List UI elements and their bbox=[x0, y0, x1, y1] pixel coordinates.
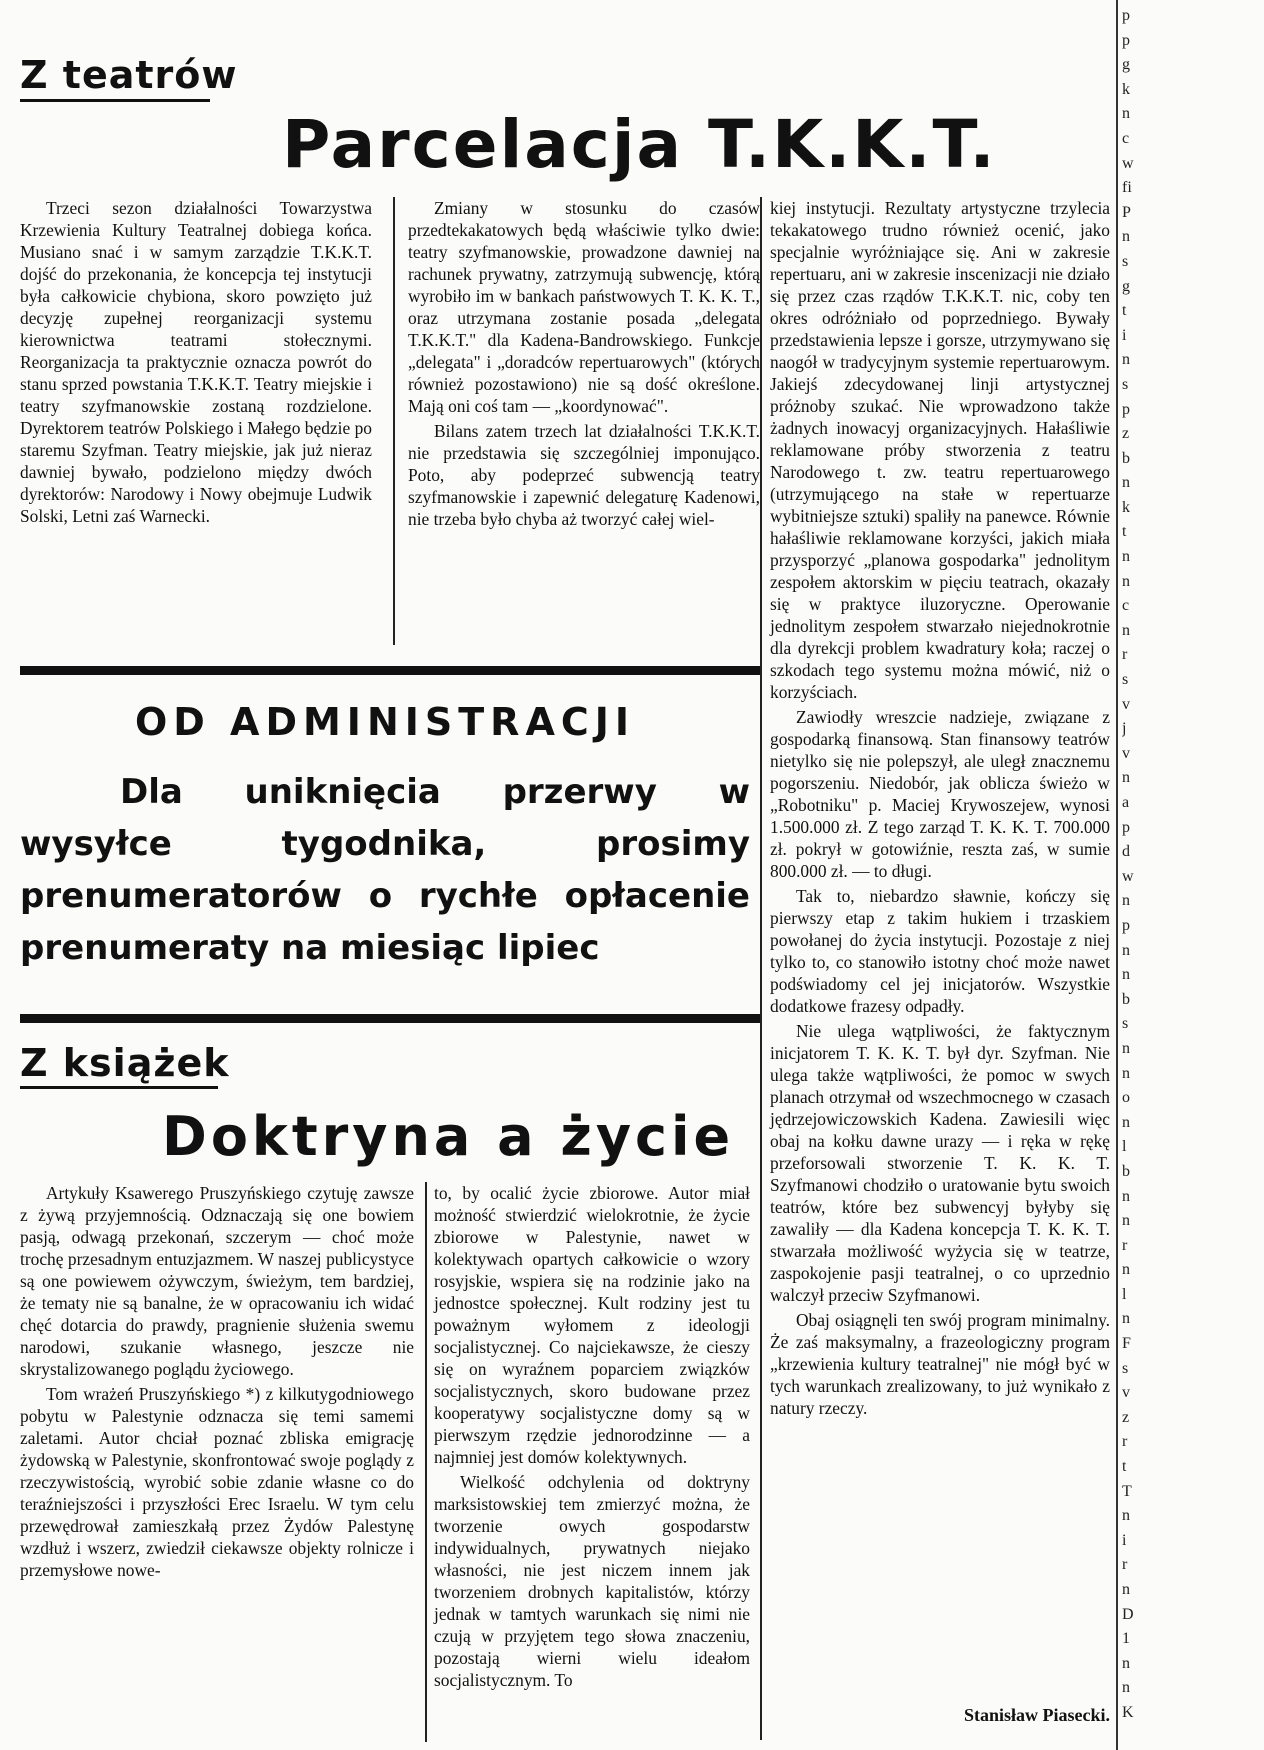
edge-letter: T bbox=[1122, 1482, 1132, 1500]
column-divider bbox=[393, 197, 395, 645]
edge-letter: n bbox=[1122, 572, 1130, 590]
column-divider bbox=[760, 197, 762, 1740]
edge-letter: t bbox=[1122, 302, 1127, 320]
paragraph: Trzeci sezon działalności Towarzystwa Krzewienia Kultury Teatralnej dobiega końca. Musiano snać i w samym zarządzie T.K.K.T. dojść do przekonania, że koncepcja tej instytucji była całkowicie chybiona, skoro powzięto już decyzję zupełnej reorganizacji systemu kierownictwa teatrami stołecznymi. Reorganizacja ta praktycznie oznacza powrót do stanu sprzed powstania T.K.K.T. Teatry miejskie i teatry szyfmanowskie zostaną rozdzielone. Dyrektorem teatrów Polskiego i Małego będzie po staremu Szyfman. Teatry miejskie, jak już nieraz dawniej bywało, podzielono między dwóch dyrektorów: Narodowy i Nowy obejmuje Ludwik Solski, Letni zaś Warnecki. bbox=[20, 198, 372, 526]
page-edge-rule bbox=[1116, 0, 1118, 1750]
article-column-2 bbox=[434, 1182, 750, 1691]
edge-letter: v bbox=[1122, 1384, 1130, 1402]
edge-letter: n bbox=[1122, 1679, 1130, 1697]
paragraph: Obaj osiągnęli ten swój program minimalny. Że zaś maksymalny, a frazeologiczny program „krzewienia kultury teatralnej" nie mógł być w tych warunkach zrealizowany, to już wynikało z natury rzeczy. bbox=[770, 1310, 1110, 1418]
notice-body: Dla uniknięcia przerwy w wysyłce tygodnika, prosimy prenumeratorów o rychłe opłacenie prenumeraty na miesiąc lipiec bbox=[20, 772, 750, 968]
edge-letter: r bbox=[1122, 646, 1128, 664]
edge-letter: c bbox=[1122, 129, 1130, 147]
edge-letter: fi bbox=[1122, 179, 1132, 197]
edge-letter: a bbox=[1122, 794, 1130, 811]
edge-letter: n bbox=[1122, 1039, 1130, 1057]
edge-letter: n bbox=[1122, 1212, 1130, 1230]
edge-letter: r bbox=[1122, 1236, 1128, 1254]
edge-letter: d bbox=[1122, 843, 1130, 861]
edge-letter: n bbox=[1122, 548, 1130, 566]
edge-letter: n bbox=[1122, 474, 1130, 492]
edge-letter: k bbox=[1122, 498, 1130, 516]
section-underline bbox=[20, 1086, 218, 1089]
edge-letter: s bbox=[1122, 1015, 1129, 1033]
edge-letter: i bbox=[1122, 326, 1127, 344]
edge-letter: z bbox=[1122, 425, 1130, 443]
edge-letter: n bbox=[1122, 1507, 1130, 1525]
paragraph: Zmiany w stosunku do czasów przedtekakatowych będą właściwie tylko dwie: teatry szyfmanowskie, prowadzone dawniej na rachunek prywatny, zatrzymują subwencję, którą wyrobiło im w bankach państwowych T. K. K. T., oraz utrzymana zostanie posada „delegata T.K.K.T." dla Kadena-Bandrowskiego. Funkcje „delegata" i „doradców repertuarowych" (których również pozostawiono) nie są dość określone. Mają oni coś tam — „koordynować". bbox=[408, 198, 760, 416]
heavy-rule bbox=[20, 666, 760, 675]
edge-letter: n bbox=[1122, 1064, 1130, 1082]
adjacent-page-fragment bbox=[1122, 4, 1142, 1744]
edge-letter: n bbox=[1122, 1581, 1130, 1598]
section-heading: Z teatrów bbox=[20, 53, 238, 97]
edge-letter: t bbox=[1122, 523, 1127, 541]
paragraph: Zawiodły wreszcie nadzieje, związane z gospodarką finansową. Stan finansowy teatrów nietylko się nie polepszył, ale uległ znacznemu pogorszeniu. Niedobór, jak oblicza świeżo w „Robotniku" p. Maciej Krywoszejew, wynosi 1.500.000 zł. Z tego zarząd T. K. K. T. 700.000 zł. pokrył w gotowiźnie, reszta zaś, w sumie 800.000 zł. — to długi. bbox=[770, 707, 1110, 881]
edge-letter: p bbox=[1122, 400, 1130, 418]
edge-letter: o bbox=[1122, 1089, 1130, 1107]
edge-letter: D bbox=[1122, 1605, 1134, 1623]
edge-letter: b bbox=[1122, 1162, 1130, 1180]
edge-letter: p bbox=[1122, 7, 1130, 24]
edge-letter: n bbox=[1122, 1310, 1130, 1328]
edge-letter: c bbox=[1122, 597, 1130, 615]
edge-letter: p bbox=[1122, 818, 1130, 836]
edge-letter: n bbox=[1122, 228, 1130, 246]
admin-notice bbox=[20, 700, 750, 974]
edge-letter: t bbox=[1122, 1458, 1127, 1476]
edge-letter: n bbox=[1122, 1113, 1130, 1131]
edge-letter: n bbox=[1122, 769, 1130, 787]
edge-letter: z bbox=[1122, 1408, 1130, 1426]
edge-letter: n bbox=[1122, 892, 1130, 910]
edge-letter: n bbox=[1122, 105, 1130, 123]
edge-letter: s bbox=[1122, 252, 1129, 270]
edge-letter: w bbox=[1122, 867, 1134, 885]
edge-letter: l bbox=[1122, 1138, 1127, 1156]
paragraph: Nie ulega wątpliwości, że faktycznym inicjatorem T. K. K. T. był dyr. Szyfman. Nie ulega także wątpliwości, że pomoc w swych planach otrzymał od wszechmocnego w czasach jędrzejowiczowskich Kadena. Zawiesili więc obaj na kołku dawne urazy — i ręka w rękę przeforsowali stworzenie T. K. K. T. Szyfmanowi chodziło o uratowanie bytu swoich teatrów, które bez subwencyj byłyby się zawaliły — dla Kadena koncepcja T. K. K. T. stwarzała możliwość wyżycia się w teatrze, zaspokojenie pasji teatralnej, o co uprzednio walczył przeciw Szyfmanowi. bbox=[770, 1021, 1110, 1305]
edge-letter: b bbox=[1122, 990, 1130, 1008]
edge-letter: r bbox=[1122, 1556, 1128, 1574]
edge-letter: s bbox=[1122, 375, 1129, 393]
edge-letter: j bbox=[1122, 720, 1127, 738]
edge-letter: g bbox=[1122, 277, 1130, 295]
edge-letter: n bbox=[1122, 621, 1130, 639]
edge-letter: v bbox=[1122, 744, 1130, 762]
edge-letter: p bbox=[1122, 31, 1130, 49]
edge-letter: k bbox=[1122, 80, 1130, 98]
edge-letter: 1 bbox=[1122, 1630, 1130, 1648]
edge-letter: n bbox=[1122, 1187, 1130, 1205]
section-heading: Z książek bbox=[20, 1041, 230, 1085]
paragraph: Artykuły Ksawerego Pruszyńskiego czytuję zawsze z żywą przyjemnością. Odznaczają się one bowiem pasją, odwagą przekonań, szczerym — choć może trochę przesadnym entuzjazmem. W naszej publicystyce są one powiewem ożywczym, świeżym, tem bardziej, że tematy nie są banalne, że w opracowaniu ich widać chęć dotarcia do prawdy, pragnienie służenia swemu narodowi, szukanie własnego, jeszcze nie skrystalizowanego poglądu życiowego. bbox=[20, 1183, 414, 1379]
paragraph: to, by ocalić życie zbiorowe. Autor miał możność stwierdzić wielokrotnie, że życie zbiorowe w Palestynie, nawet w kolektywach opartych całkowicie o wzory rosyjskie, wspiera się na rodzinie jako na jednostce społecznej. Kult rodziny jest tu poważnym wyłomem z ideologji socjalistycznej. Co najciekawsze, że cieszy się on wyraźnem poparciem związków socjalistycznych, skoro budowane przez kooperatywy socjalistyczne domy są w pierwszym rzędzie jednorodzinne — a najmniej jest domów kolektywnych. bbox=[434, 1183, 750, 1467]
edge-letter: F bbox=[1122, 1335, 1131, 1353]
edge-letter: s bbox=[1122, 1359, 1129, 1377]
edge-letter: b bbox=[1122, 449, 1130, 467]
notice-title: OD ADMINISTRACJI bbox=[134, 700, 636, 744]
heavy-rule bbox=[20, 1014, 760, 1023]
edge-letter: K bbox=[1122, 1703, 1134, 1721]
edge-letter: P bbox=[1122, 203, 1131, 221]
article-column-3 bbox=[770, 197, 1110, 1419]
edge-letter: n bbox=[1122, 1261, 1130, 1279]
article-column-1 bbox=[20, 1182, 414, 1581]
edge-letter: p bbox=[1122, 916, 1130, 934]
article-column-2 bbox=[408, 197, 760, 530]
section-underline bbox=[20, 99, 210, 102]
article-column-1 bbox=[20, 197, 372, 527]
edge-letter: n bbox=[1122, 1654, 1130, 1672]
paragraph: Tak to, niebardzo sławnie, kończy się pierwszy etap z takim hukiem i trzaskiem powołanej do życia instytucji. Pozostaje z niej tylko to, co stanowiło istotny choć może nawet podświadomy cel jej inicjatorów. Wszystkie dodatkowe frazesy odpadły. bbox=[770, 886, 1110, 1016]
edge-letter: n bbox=[1122, 966, 1130, 984]
edge-letter: s bbox=[1122, 671, 1129, 689]
edge-letter: v bbox=[1122, 695, 1130, 713]
paragraph: kiej instytucji. Rezultaty artystyczne trzylecia tekakatowego trudno również ocenić, jako specjalnie wyróżniające się. Ani w zakresie repertuaru, ani w zakresie inscenizacji nie działo się przez czas rządów T.K.K.T. nic, coby ten okres odróżniało od poprzedniego. Bywały przedstawienia lepsze i gorsze, utrzymywano się naogół w tradycyjnym systemie repertuarowym. Jakiejś zdecydowanej linji artystycznej próżnoby szukać. Nie wprowadzono także żadnych inowacyj organizacyjnych. Hałaśliwie reklamowane próby stworzenia z teatru Narodowego t. zw. teatru repertuarowego (utrzymującego na stałe w repertuarze wybitniejsze sztuki) spaliły na panewce. Równie hałaśliwie reklamowane korzyści, jakich miała przysporzyć „planowa gospodarka" jednolitym zespołem aktorskim w pięciu teatrach, okazały się w praktyce iluzoryczne. Operowanie jednolitym zespołem stwarzało niejednokrotnie dla dyrekcji problem kwadratury koła; raczej o szkodach tego systemu można mówić, niż o korzyściach. bbox=[770, 198, 1110, 702]
paragraph: Bilans zatem trzech lat działalności T.K.K.T. nie przedstawia się szczególniej imponująco. Poto, aby podeprzeć subwencją teatry szyfmanowskie i zapewnić delegaturę Kadenowi, nie trzeba było chyba aż tworzyć całej wiel- bbox=[408, 421, 760, 529]
edge-letter: n bbox=[1122, 941, 1130, 959]
edge-letter: i bbox=[1122, 1531, 1127, 1549]
article-headline: Doktryna a życie bbox=[162, 1105, 735, 1168]
author-signature: Stanisław Piasecki. bbox=[963, 1705, 1110, 1725]
article-headline: Parcelacja T.K.K.T. bbox=[282, 106, 997, 183]
paragraph: Wielkość odchylenia od doktryny marksistowskiej tem zmierzyć można, że tworzenie owych gospodarstw indywidualnych, prywatnych niejako własności, nie jest niczem innem jak tworzeniem drobnych kapitalistów, którzy jednak w tamtych warunkach się nimi nie czują w przyjętem tego słowa znaczeniu, pozostają wierni wielu ideałom socjalistycznym. To bbox=[434, 1472, 750, 1690]
paragraph: Tom wrażeń Pruszyńskiego *) z kilkutygodniowego pobytu w Palestynie odznacza się temi samemi zaletami. Autor chciał poznać zbliska emigrację żydowską w Palestynie, skonfrontować swoje poglądy z rzeczywistością, wyrobić sobie zdanie własne co do teraźniejszości i przyszłości Erec Israelu. W tym celu przewędrował zamieszkałą przez Żydów Palestynę wzdłuż i wszerz, zwiedził ciekawsze objekty rolnicze i przemysłowe nowe- bbox=[20, 1384, 414, 1580]
column-divider bbox=[425, 1182, 427, 1742]
edge-letter: l bbox=[1122, 1285, 1127, 1303]
edge-letter: w bbox=[1122, 154, 1134, 172]
edge-letter: n bbox=[1122, 351, 1130, 369]
edge-letter: r bbox=[1122, 1433, 1128, 1451]
edge-letter: g bbox=[1122, 56, 1130, 74]
